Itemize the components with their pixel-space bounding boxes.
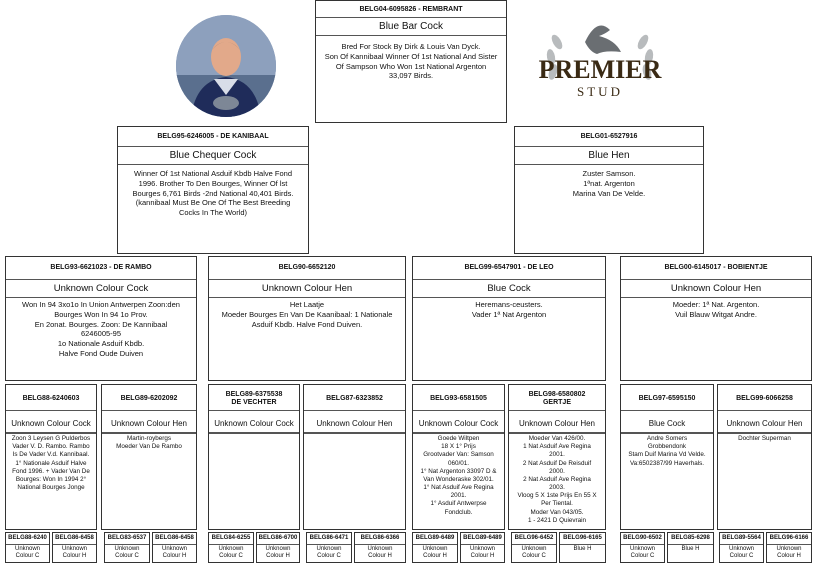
gg-description [304, 433, 405, 436]
gg-description [209, 433, 299, 436]
dam-colour: Blue Hen [515, 146, 703, 165]
gg-description: Martin-roybergs Moeder Van De Rambo [102, 433, 196, 452]
grandparent-card-4 [620, 256, 812, 381]
great-grandparent-card-8 [717, 384, 812, 530]
great-grandparent-card-4 [303, 384, 406, 530]
grandparent-colour: Unknown Colour Hen [209, 279, 405, 298]
leaf-ring: BELG90-6502 [621, 533, 664, 545]
leaf-card-1 [5, 532, 50, 563]
sire-card [117, 126, 309, 254]
pigeon-colour: Blue Bar Cock [316, 17, 506, 36]
gg-ring: BELG93-6581505 [413, 385, 504, 411]
leaf-ring: BELG86-6366 [355, 533, 405, 545]
gg-description: Zoon 3 Leysen G Pulderbos Vader V. D. Rambo. Rambo Is De Vader V.d. Kannibaal. 1° Nationale Asduif Halve Fond 1996. + Vader Van De Bourges: Won In 1994 2° National Bourges Jonge [6, 433, 96, 493]
leaf-colour: Unknown Colour C [316, 546, 342, 559]
logo-word-premier: PREMIER [538, 55, 662, 84]
logo-word-stud: STUD [577, 84, 623, 99]
leaf-card-7 [306, 532, 352, 563]
leaf-colour: Unknown Colour C [218, 546, 244, 559]
grandparent-ring: BELG93-6621023 - DE RAMBO [50, 264, 152, 271]
leaf-colour: Blue H [681, 546, 700, 552]
leaf-ring: BELG89-6489 [413, 533, 457, 545]
leaf-colour: Unknown Colour C [728, 546, 754, 559]
leaf-ring: BELG96-6165 [560, 533, 605, 545]
pigeon-description: Bred For Stock By Dirk & Louis Van Dyck. Son Of Kannibaal Winner Of 1st National And Sister Of Sampson Who Won 1st National Argenton 33,097 Birds. [324, 42, 498, 81]
leaf-colour: Unknown Colour H [367, 546, 393, 559]
breeder-photo [176, 15, 276, 117]
premier-stud-logo [535, 12, 665, 112]
pigeon-card [315, 0, 507, 123]
leaf-colour: Unknown Colour H [422, 546, 448, 559]
leaf-colour: Unknown Colour C [629, 546, 655, 559]
grandparent-description: Het Laatje Moeder Bourges En Van De Kaanibaal: 1 Nationale Asduif Kbdb. Halve Fond Duiven. [221, 300, 393, 329]
gg-ring: BELG89-6375538 DE VECHTER [209, 385, 299, 411]
leaf-colour: Unknown Colour H [469, 546, 495, 559]
great-grandparent-card-5 [412, 384, 505, 530]
leaf-colour: Unknown Colour C [114, 546, 140, 559]
gg-ring: BELG98-6580802 GERTJE [509, 385, 605, 411]
leaf-ring: BELG88-6240 [6, 533, 49, 545]
great-grandparent-card-2 [101, 384, 197, 530]
leaf-ring: BELG96-6452 [512, 533, 556, 545]
leaf-card-10 [460, 532, 505, 563]
great-grandparent-card-7 [620, 384, 714, 530]
leaf-ring: BELG89-5564 [720, 533, 763, 545]
leaf-colour: Unknown Colour H [265, 546, 291, 559]
leaf-colour: Blue H [573, 546, 592, 552]
gg-colour: Blue Cock [621, 415, 713, 433]
gg-colour: Unknown Colour Hen [102, 415, 196, 433]
sire-colour: Blue Chequer Cock [118, 146, 308, 165]
leaf-card-5 [208, 532, 254, 563]
leaf-card-6 [256, 532, 300, 563]
gg-ring: BELG99-6066258 [718, 385, 811, 411]
leaf-ring: BELG84-6255 [209, 533, 253, 545]
leaf-card-12 [559, 532, 606, 563]
gg-colour: Unknown Colour Hen [509, 415, 605, 433]
gg-colour: Unknown Colour Cock [209, 415, 299, 433]
leaf-card-8 [354, 532, 406, 563]
great-grandparent-card-3 [208, 384, 300, 530]
grandparent-ring: BELG00-6145017 - BOBIENTJE [664, 264, 768, 271]
leaf-card-13 [620, 532, 665, 563]
gg-description: Goede Wiltpen 18 X 1° Prijs Grootvader Van: Samson 060/01. 1° Nat Argenton 33097 D & Van Wonderaske 302/01. 1° Nat Asduif Ave Regina 2001. 1° Asduif Antwerpse Fondclub. [413, 433, 504, 518]
leaf-card-4 [152, 532, 197, 563]
grandparent-description: Won In 94 3xo1o In Union Antwerpen Zoon:den Bourges Won In 94 1o Prov. En 2onat. Bourges. Zoon: De Kannibaal 6246005-95 1o Nationale Asduif Kbdb. Halve Fond Oude Duiven [22, 300, 180, 358]
leaf-ring: BELG83-6537 [105, 533, 149, 545]
grandparent-colour: Unknown Colour Hen [621, 279, 811, 298]
sire-ring: BELG95-6246005 - DE KANIBAAL [157, 133, 269, 140]
gg-ring: BELG97-6595150 [621, 385, 713, 411]
gg-description: Dochter Superman [718, 433, 811, 444]
grandparent-description: Moeder: 1ª Nat. Argenton. Vuil Blauw Witgat Andre. [672, 300, 760, 319]
leaf-card-16 [766, 532, 812, 563]
gg-description: Moeder Van 426/00. 1 Nat Asduif Ave Regina 2001. 2 Nat Asduif De Reisduif 2000. 2 Nat Asduif Ave Regina 2003. Vloog 5 X 1ste Prijs En 55 X Per Tiental. Moder Van 043/05. 1 - 2421 D Quievrain [509, 433, 605, 526]
grandparent-ring: BELG90-6652120 [278, 264, 336, 271]
gg-ring: BELG87-6323852 [304, 385, 405, 411]
leaf-colour: Unknown Colour H [776, 546, 802, 559]
leaf-ring: BELG96-6166 [767, 533, 811, 545]
leaf-ring: BELG89-6489 [461, 533, 504, 545]
gg-ring: BELG89-6202092 [102, 385, 196, 411]
dam-description: Zuster Samson. 1ªnat. Argenton Marina Van De Velde. [572, 169, 646, 198]
leaf-ring: BELG86-6458 [53, 533, 96, 545]
leaf-card-2 [52, 532, 97, 563]
grandparent-description: Heremans-ceusters. Vader 1ª Nat Argenton [471, 300, 547, 319]
leaf-ring: BELG86-6471 [307, 533, 351, 545]
pigeon-ring: BELG04-6095826 - REMBRANT [359, 6, 463, 13]
leaf-card-15 [719, 532, 764, 563]
leaf-colour: Unknown Colour H [61, 546, 87, 559]
grandparent-colour: Unknown Colour Cock [6, 279, 196, 298]
great-grandparent-card-6 [508, 384, 606, 530]
leaf-card-11 [511, 532, 557, 563]
dam-card [514, 126, 704, 254]
leaf-card-9 [412, 532, 458, 563]
gg-description: Andre Somers Grobbendonk Stam Duif Marina Vd Velde. Va:6502387/99 Haverhals. [621, 433, 713, 469]
leaf-card-3 [104, 532, 150, 563]
leaf-ring: BELG86-6458 [153, 533, 196, 545]
leaf-ring: BELG86-6700 [257, 533, 299, 545]
gg-colour: Unknown Colour Cock [6, 415, 96, 433]
gg-colour: Unknown Colour Hen [718, 415, 811, 433]
leaf-colour: Unknown Colour C [14, 546, 40, 559]
gg-colour: Unknown Colour Hen [304, 415, 405, 433]
grandparent-card-1 [5, 256, 197, 381]
gg-colour: Unknown Colour Cock [413, 415, 504, 433]
sire-description: Winner Of 1st National Asduif Kbdb Halve Fond 1996. Brother To Den Bourges, Winner Of lst Bourges 6,761 Birds -2nd National 40,401 Birds. (kannibaal Must Be One Of The Best Breeding Cocks In The World) [132, 169, 294, 217]
leaf-colour: Unknown Colour H [161, 546, 187, 559]
grandparent-colour: Blue Cock [413, 279, 605, 298]
leaf-ring: BELG85-6298 [668, 533, 713, 545]
grandparent-ring: BELG99-6547901 - DE LEO [464, 264, 554, 271]
gg-ring: BELG88-6240603 [6, 385, 96, 411]
great-grandparent-card-1 [5, 384, 97, 530]
dam-ring: BELG01-6527916 [580, 133, 638, 140]
leaf-colour: Unknown Colour C [521, 546, 547, 559]
grandparent-card-2 [208, 256, 406, 381]
grandparent-card-3 [412, 256, 606, 381]
leaf-card-14 [667, 532, 714, 563]
